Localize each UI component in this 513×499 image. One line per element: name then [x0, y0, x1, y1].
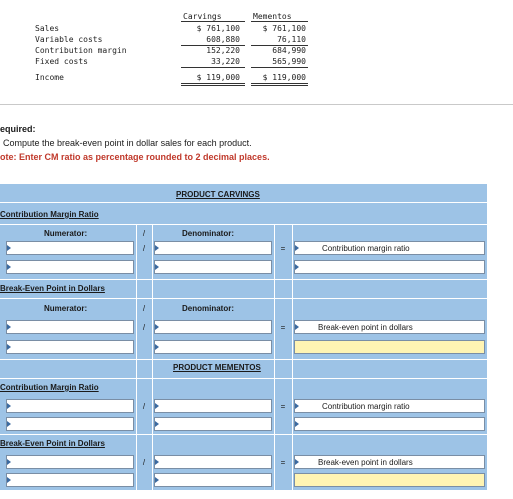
required-note: ote: Enter CM ratio as percentage rounded to 2 decimal places.: [0, 152, 270, 162]
carvings-cm-extra-input-1[interactable]: [6, 260, 134, 274]
sales-mementos: $ 761,100: [262, 24, 306, 33]
mementos-be-extra-input-1[interactable]: [6, 473, 134, 487]
mementos-cm-slash: /: [142, 402, 146, 411]
mementos-cm-denominator-input[interactable]: [154, 399, 272, 413]
carvings-be-denominator-input[interactable]: [154, 320, 272, 334]
product-mementos-title: PRODUCT MEMENTOS: [173, 363, 261, 372]
mementos-cm-equals: =: [280, 402, 286, 411]
row-label-income: Income: [35, 73, 64, 82]
fixed-costs-carvings: 33,220: [211, 57, 240, 66]
carvings-be-label: Break-Even Point in Dollars: [0, 284, 105, 293]
carvings-cm-extra-input-2[interactable]: [154, 260, 272, 274]
mementos-be-denominator-input[interactable]: [154, 455, 272, 469]
mementos-be-numerator-input[interactable]: [6, 455, 134, 469]
row-label-sales: Sales: [35, 24, 60, 33]
carvings-be-header-slash: /: [142, 304, 146, 313]
mementos-be-answer-input[interactable]: [294, 473, 485, 487]
variable-costs-carvings: 608,880: [206, 35, 240, 44]
income-mementos: $ 119,000: [262, 73, 306, 82]
product-carvings-title: PRODUCT CARVINGS: [176, 190, 260, 199]
mementos-be-label: Break-Even Point in Dollars: [0, 439, 105, 448]
row-label-variable-costs: Variable costs: [35, 35, 103, 44]
carvings-be-result-label: Break-even point in dollars: [318, 323, 413, 332]
carvings-be-denominator-header: Denominator:: [182, 304, 234, 313]
carvings-cm-numerator-header: Numerator:: [44, 229, 88, 238]
income-carvings: $ 119,000: [196, 73, 240, 82]
mementos-cm-ratio-result-label: Contribution margin ratio: [322, 402, 410, 411]
mementos-be-result-label: Break-even point in dollars: [318, 458, 413, 467]
row-label-contribution-margin: Contribution margin: [35, 46, 127, 55]
carvings-be-extra-input-1[interactable]: [6, 340, 134, 354]
mementos-be-equals: =: [280, 458, 286, 467]
mementos-cm-extra-input-1[interactable]: [6, 417, 134, 431]
carvings-cm-slash: /: [142, 244, 146, 253]
mementos-cm-numerator-input[interactable]: [6, 399, 134, 413]
carvings-cm-denominator-input[interactable]: [154, 241, 272, 255]
fixed-costs-mementos: 565,990: [272, 57, 306, 66]
variable-costs-mementos: 76,110: [277, 35, 306, 44]
carvings-cm-denominator-header: Denominator:: [182, 229, 234, 238]
carvings-cm-header-slash: /: [142, 229, 146, 238]
mementos-be-extra-input-2[interactable]: [154, 473, 272, 487]
required-text: Compute the break-even point in dollar sales for each product.: [3, 138, 252, 148]
carvings-cm-ratio-result-label: Contribution margin ratio: [322, 244, 410, 253]
carvings-be-extra-input-2[interactable]: [154, 340, 272, 354]
required-title: equired:: [0, 124, 36, 134]
carvings-cm-ratio-label: Contribution Margin Ratio: [0, 210, 99, 219]
mementos-cm-extra-input-3[interactable]: [294, 417, 485, 431]
col-header-mementos: Mementos: [253, 12, 292, 21]
carvings-be-numerator-header: Numerator:: [44, 304, 88, 313]
carvings-be-equals: =: [280, 323, 286, 332]
mementos-cm-extra-input-2[interactable]: [154, 417, 272, 431]
carvings-cm-numerator-input[interactable]: [6, 241, 134, 255]
separator: [0, 104, 513, 105]
row-label-fixed-costs: Fixed costs: [35, 57, 88, 66]
col-header-carvings: Carvings: [183, 12, 222, 21]
sales-carvings: $ 761,100: [196, 24, 240, 33]
mementos-be-slash: /: [142, 458, 146, 467]
carvings-be-slash: /: [142, 323, 146, 332]
cm-carvings: 152,220: [206, 46, 240, 55]
carvings-be-numerator-input[interactable]: [6, 320, 134, 334]
mementos-cm-ratio-label: Contribution Margin Ratio: [0, 383, 99, 392]
answer-table: [0, 184, 487, 490]
carvings-cm-equals: =: [280, 244, 286, 253]
cm-mementos: 684,990: [272, 46, 306, 55]
carvings-be-answer-input[interactable]: [294, 340, 485, 354]
carvings-cm-extra-input-3[interactable]: [294, 260, 485, 274]
